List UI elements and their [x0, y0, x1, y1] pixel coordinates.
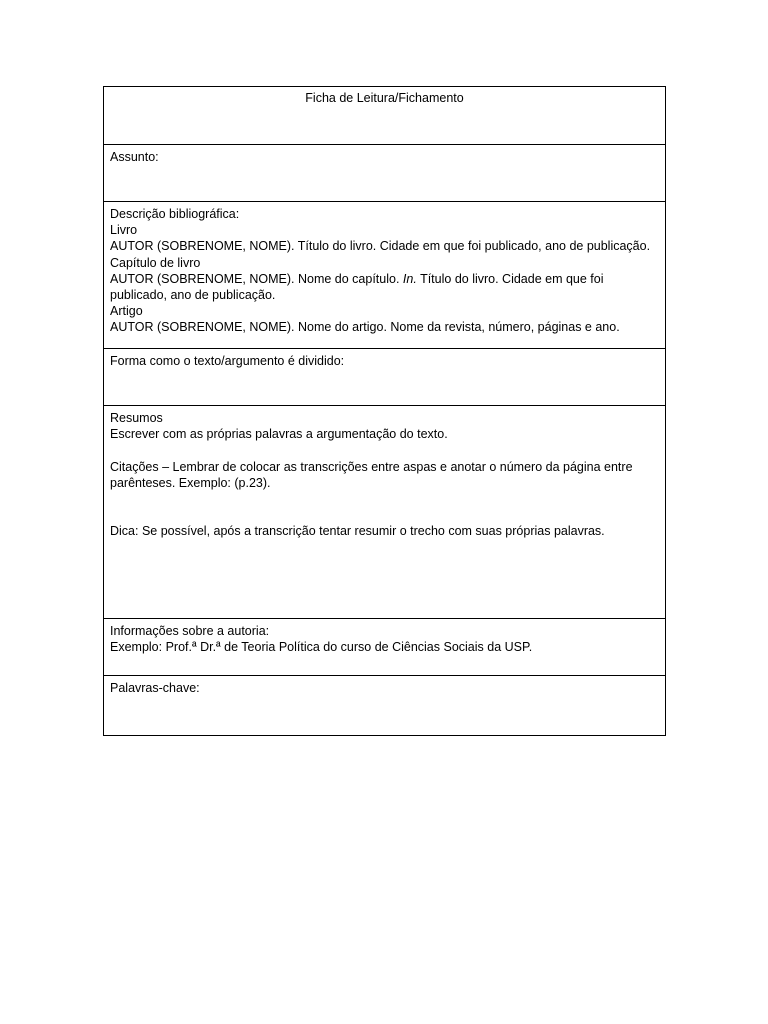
assunto-cell [104, 144, 665, 201]
form-title-cell [104, 87, 665, 144]
capitulo-reference-line2: publicado, ano de publicação. [110, 288, 276, 303]
resumos-cell [104, 405, 665, 618]
descricao-cell [104, 201, 665, 348]
livro-label: Livro [110, 223, 138, 238]
resumos-label: Resumos [110, 411, 163, 425]
palavras-chave-label: Palavras-chave: [110, 681, 200, 695]
capitulo-reference-part-a: AUTOR (SOBRENOME, NOME). Nome do capítulo. [110, 271, 400, 286]
form-title: Ficha de Leitura/Fichamento [305, 91, 464, 105]
artigo-label: Artigo [110, 304, 143, 319]
citacoes-line1: Citações – Lembrar de colocar as transcrições entre aspas e anotar o número da página entre [110, 459, 633, 474]
capitulo-label: Capítulo de livro [110, 255, 201, 270]
reading-form-table [103, 86, 666, 736]
autoria-cell [104, 618, 665, 675]
resumos-instruction: Escrever com as próprias palavras a argumentação do texto. [110, 427, 448, 442]
capitulo-reference-in: In. [402, 271, 417, 286]
assunto-label: Assunto: [110, 150, 159, 164]
capitulo-reference-line1 [110, 271, 659, 287]
capitulo-reference-part-b: Título do livro. Cidade em que foi [420, 271, 604, 286]
artigo-reference: AUTOR (SOBRENOME, NOME). Nome do artigo. Nome da revista, número, páginas e ano. [110, 320, 620, 335]
dica-text: Dica: Se possível, após a transcrição tentar resumir o trecho com suas próprias palavras. [110, 524, 605, 539]
autoria-label: Informações sobre a autoria: [110, 624, 270, 638]
descricao-label: Descrição bibliográfica: [110, 207, 240, 221]
forma-label: Forma como o texto/argumento é dividido: [110, 354, 345, 368]
palavras-chave-cell [104, 675, 665, 735]
forma-cell [104, 348, 665, 405]
autoria-example: Exemplo: Prof.ª Dr.ª de Teoria Política do curso de Ciências Sociais da USP. [110, 640, 533, 655]
livro-reference: AUTOR (SOBRENOME, NOME). Título do livro. Cidade em que foi publicado, ano de publicação. [110, 239, 651, 254]
citacoes-line2: parênteses. Exemplo: (p.23). [110, 475, 271, 490]
